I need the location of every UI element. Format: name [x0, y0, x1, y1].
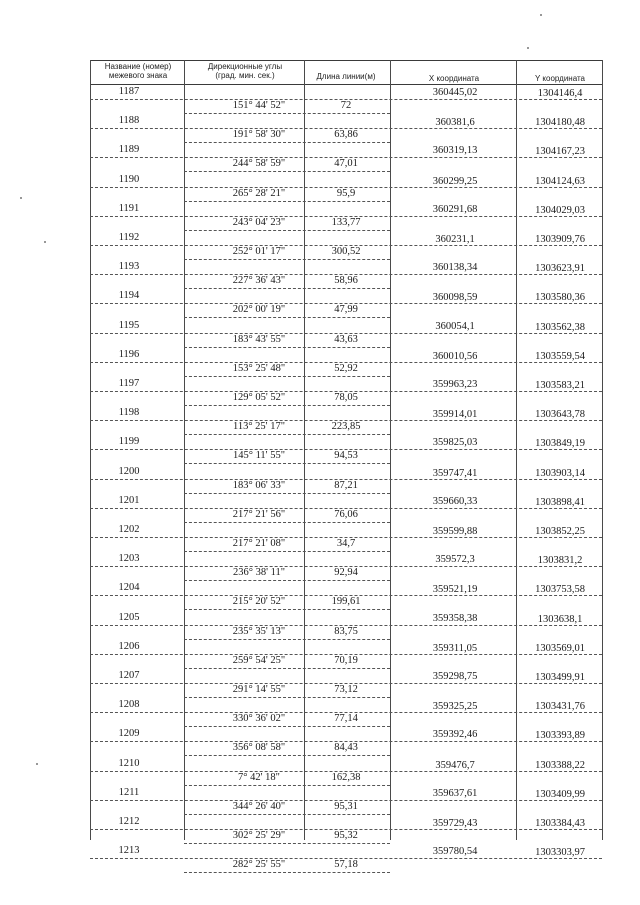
segment-divider	[184, 434, 390, 435]
x-coordinate: 360098,59	[432, 292, 478, 304]
segment-divider	[184, 580, 390, 581]
point-name: 1190	[118, 173, 140, 185]
point-name: 1205	[118, 611, 140, 623]
line-length: 47,99	[334, 304, 358, 316]
line-length: 199,61	[331, 596, 361, 608]
direction-angle: 243° 04' 23"	[232, 216, 286, 228]
direction-angle: 183° 43' 55"	[232, 333, 286, 345]
direction-angle: 153° 25' 48"	[232, 362, 286, 374]
line-length: 87,21	[334, 479, 358, 491]
point-name: 1201	[118, 494, 140, 506]
direction-angle: 151° 44' 52"	[232, 100, 286, 111]
line-length: 57,18	[334, 859, 358, 871]
y-coordinate: 1303638,1	[537, 613, 583, 625]
x-coordinate: 359599,88	[432, 526, 478, 537]
point-name: 1187	[118, 86, 140, 97]
point-name: 1195	[118, 319, 140, 331]
x-coordinate: 360381,6	[435, 117, 475, 129]
direction-angle: 217° 21' 08"	[232, 538, 286, 549]
line-length: 70,19	[334, 654, 358, 666]
point-name: 1207	[118, 670, 140, 681]
x-coordinate: 360319,13	[432, 145, 478, 157]
x-coordinate: 359476,7	[435, 759, 475, 771]
segment-divider	[184, 785, 390, 786]
segment-divider	[184, 493, 390, 494]
point-name: 1192	[118, 232, 140, 243]
x-coordinate: 359747,41	[432, 467, 478, 479]
segment-divider	[184, 814, 390, 815]
y-coordinate: 1304124,63	[535, 175, 585, 187]
direction-angle: 265° 28' 21"	[232, 187, 286, 199]
x-coordinate: 360445,02	[432, 87, 478, 98]
direction-angle: 235° 35' 13"	[232, 625, 286, 637]
point-name: 1197	[118, 378, 140, 389]
point-name: 1206	[118, 640, 140, 652]
line-length: 300,52	[331, 246, 361, 257]
x-coordinate: 359637,61	[432, 787, 478, 799]
y-coordinate: 1303499,91	[535, 672, 585, 683]
x-coordinate: 359392,46	[432, 729, 478, 741]
segment-divider	[184, 230, 390, 231]
segment-divider	[184, 639, 390, 640]
direction-angle: 252° 01' 17"	[232, 246, 286, 257]
x-coordinate: 359914,01	[432, 409, 478, 421]
scan-speck	[527, 47, 529, 49]
y-coordinate: 1303569,01	[535, 642, 585, 654]
line-length: 95,9	[336, 187, 356, 199]
line-length: 58,96	[334, 275, 358, 287]
scan-speck	[20, 197, 22, 199]
point-name: 1203	[118, 553, 140, 565]
segment-divider	[184, 113, 390, 114]
line-length: 92,94	[334, 567, 358, 579]
segment-divider	[184, 347, 390, 348]
line-length: 162,38	[331, 771, 361, 783]
point-name: 1199	[118, 436, 140, 448]
point-name: 1193	[118, 261, 140, 273]
line-length: 78,05	[334, 392, 358, 403]
line-length: 43,63	[334, 333, 358, 345]
line-length: 83,75	[334, 625, 358, 637]
segment-divider	[184, 405, 390, 406]
segment-divider	[184, 522, 390, 523]
point-name: 1198	[118, 407, 140, 419]
y-coordinate: 1303409,99	[535, 788, 585, 800]
point-name: 1188	[118, 115, 140, 127]
point-name: 1191	[118, 202, 140, 214]
segment-divider	[184, 171, 390, 172]
x-coordinate: 360299,25	[432, 175, 478, 187]
line-length: 73,12	[334, 684, 358, 695]
direction-angle: 282° 25' 55"	[232, 859, 286, 871]
x-coordinate: 359825,03	[432, 437, 478, 449]
column-header-name-line1: Название (номер)	[104, 62, 172, 71]
line-length: 95,31	[334, 800, 358, 812]
y-coordinate: 1304146,4	[537, 88, 583, 99]
x-coordinate: 359660,33	[432, 495, 478, 507]
line-length: 76,06	[334, 508, 358, 520]
x-coordinate: 360231,1	[435, 234, 475, 245]
direction-angle: 330° 36' 02"	[232, 713, 286, 725]
x-coordinate: 359358,38	[432, 612, 478, 624]
point-name: 1200	[118, 465, 140, 477]
direction-angle: 217° 21' 56"	[232, 508, 286, 520]
direction-angle: 202° 00' 19"	[232, 304, 286, 316]
line-length: 77,14	[334, 713, 358, 725]
y-coordinate: 1303559,54	[535, 350, 585, 362]
column-header-length	[305, 72, 387, 98]
column-header-angle-line1: Дирекционные углы	[207, 62, 283, 71]
segment-divider	[184, 317, 390, 318]
segment-divider	[184, 668, 390, 669]
x-coordinate: 359298,75	[432, 671, 478, 682]
segment-divider	[184, 201, 390, 202]
scan-speck	[44, 241, 46, 243]
x-coordinate: 359521,19	[432, 584, 478, 596]
y-coordinate: 1304180,48	[535, 117, 585, 129]
line-length: 52,92	[334, 362, 358, 374]
x-coordinate: 359325,25	[432, 701, 478, 713]
segment-divider	[184, 463, 390, 464]
y-coordinate: 1303393,89	[535, 730, 585, 742]
x-coordinate: 360054,1	[435, 320, 475, 332]
point-name: 1212	[118, 816, 140, 827]
x-coordinate: 359963,23	[432, 379, 478, 390]
point-name: 1209	[118, 728, 140, 740]
segment-divider	[184, 142, 390, 143]
x-coordinate: 359311,05	[432, 642, 478, 654]
scan-speck	[540, 14, 542, 16]
y-coordinate: 1303583,21	[535, 380, 585, 391]
segment-divider	[184, 376, 390, 377]
header-bottom-border	[90, 84, 602, 85]
y-coordinate: 1303623,91	[535, 263, 585, 275]
y-coordinate: 1304167,23	[535, 146, 585, 158]
x-coordinate: 360291,68	[432, 203, 478, 215]
direction-angle: 291° 14' 55"	[232, 684, 286, 695]
point-name: 1194	[118, 290, 140, 302]
line-length: 72	[340, 100, 352, 111]
direction-angle: 356° 08' 58"	[232, 742, 286, 754]
segment-divider	[184, 551, 390, 552]
x-coordinate: 360010,56	[432, 350, 478, 362]
y-coordinate: 1303431,76	[535, 701, 585, 713]
point-name: 1210	[118, 757, 140, 769]
column-header-name-line2: межевого знака	[108, 71, 168, 80]
column-header-length-label: Длина линии(м)	[316, 72, 376, 81]
y-coordinate: 1303903,14	[535, 467, 585, 479]
direction-angle: 244° 58' 59"	[232, 158, 286, 170]
line-length: 34,7	[336, 538, 356, 549]
direction-angle: 183° 06' 33"	[232, 479, 286, 491]
y-coordinate: 1303898,41	[535, 496, 585, 508]
segment-divider	[184, 259, 390, 260]
segment-divider	[184, 609, 390, 610]
line-length: 63,86	[334, 129, 358, 141]
direction-angle: 227° 36' 43"	[232, 275, 286, 287]
y-coordinate: 1303852,25	[535, 526, 585, 537]
line-length: 133,77	[331, 216, 361, 228]
y-coordinate: 1303303,97	[535, 847, 585, 859]
line-length: 84,43	[334, 742, 358, 754]
direction-angle: 145° 11' 55"	[233, 450, 285, 462]
x-coordinate: 359729,43	[432, 818, 478, 829]
point-name: 1213	[118, 845, 140, 857]
direction-angle: 344° 26' 40"	[232, 800, 286, 812]
point-name: 1204	[118, 582, 140, 594]
direction-angle: 129° 05' 52"	[232, 392, 286, 403]
y-coordinate: 1303831,2	[537, 555, 583, 567]
direction-angle: 191° 58' 30"	[232, 129, 286, 141]
y-coordinate: 1303643,78	[535, 409, 585, 421]
y-coordinate: 1303753,58	[535, 584, 585, 596]
point-name: 1208	[118, 699, 140, 711]
y-coordinate: 1303562,38	[535, 321, 585, 333]
direction-angle: 236° 38' 11"	[233, 567, 285, 579]
direction-angle: 215° 20' 52"	[232, 596, 286, 608]
point-name: 1211	[118, 786, 140, 798]
line-length: 94,53	[334, 450, 358, 462]
line-length: 223,85	[331, 421, 361, 433]
column-header-angle-line2: (град. мин. сек.)	[215, 71, 275, 80]
point-name: 1196	[118, 348, 140, 360]
y-coordinate: 1303384,43	[535, 818, 585, 829]
segment-divider	[184, 726, 390, 727]
column-header-y-label: Y координата	[534, 74, 586, 83]
direction-angle: 113° 25' 17"	[233, 421, 285, 433]
column-header-x-label: X координата	[428, 74, 480, 83]
x-coordinate: 359572,3	[435, 554, 475, 566]
direction-angle: 259° 54' 25"	[232, 654, 286, 666]
segment-divider	[184, 843, 390, 844]
y-coordinate: 1304029,03	[535, 204, 585, 216]
y-coordinate: 1303909,76	[535, 234, 585, 245]
point-name: 1189	[118, 144, 140, 156]
segment-divider	[184, 755, 390, 756]
segment-divider	[184, 288, 390, 289]
direction-angle: 302° 25' 29"	[232, 830, 286, 841]
y-coordinate: 1303388,22	[535, 759, 585, 771]
scan-speck	[36, 763, 38, 765]
segment-divider	[184, 697, 390, 698]
y-coordinate: 1303849,19	[535, 438, 585, 450]
point-name: 1202	[118, 524, 140, 535]
x-coordinate: 360138,34	[432, 262, 478, 274]
header-top-border	[90, 60, 602, 61]
x-coordinate: 359780,54	[432, 846, 478, 858]
line-length: 47,01	[334, 158, 358, 170]
direction-angle: 7° 42' 18"	[238, 771, 280, 783]
y-coordinate: 1303580,36	[535, 292, 585, 304]
line-length: 95,32	[334, 830, 358, 841]
segment-divider	[184, 872, 390, 873]
